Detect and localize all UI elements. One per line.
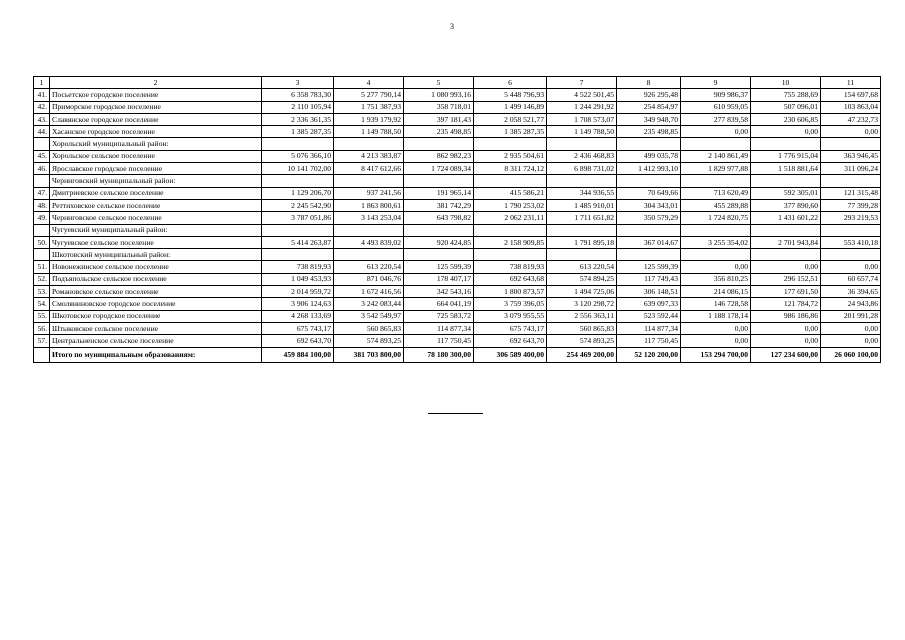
amount-col-10: 0,00 — [751, 322, 821, 334]
amount-col-8: 349 948,70 — [617, 113, 681, 125]
table-row — [34, 286, 881, 298]
row-index: 49. — [34, 212, 50, 224]
amount-col-8: 254 854,97 — [617, 101, 681, 113]
amount-col-6: 415 586,21 — [474, 187, 547, 199]
settlement-name: Подъяпольское сельское поселение — [50, 273, 262, 285]
amount-col-7: 1 708 573,07 — [547, 113, 617, 125]
column-header-1: 1 — [34, 77, 50, 89]
row-index: 41. — [34, 89, 50, 101]
settlement-name: Черниговское сельское поселение — [50, 212, 262, 224]
amount-col-3: 675 743,17 — [262, 322, 334, 334]
amount-col-4: 3 143 253,04 — [334, 212, 404, 224]
column-header-8: 8 — [617, 77, 681, 89]
empty-cell — [681, 224, 751, 236]
row-index: 55. — [34, 310, 50, 322]
row-index: 47. — [34, 187, 50, 199]
amount-col-10: 0,00 — [751, 335, 821, 347]
amount-col-8: 367 014,67 — [617, 236, 681, 248]
empty-cell — [547, 175, 617, 187]
budget-table — [33, 76, 881, 363]
amount-col-3: 1 385 287,35 — [262, 126, 334, 138]
amount-col-6: 3 079 955,55 — [474, 310, 547, 322]
amount-col-6: 1 385 287,35 — [474, 126, 547, 138]
settlement-name: Чугуевское сельское поселение — [50, 236, 262, 248]
section-title: Чугуевский муниципальный район: — [50, 224, 262, 236]
empty-cell — [262, 224, 334, 236]
empty-cell — [821, 138, 881, 150]
amount-col-5: 358 718,01 — [404, 101, 474, 113]
empty-cell — [404, 175, 474, 187]
amount-col-5: 114 877,34 — [404, 322, 474, 334]
table-row — [34, 199, 881, 211]
empty-cell — [547, 224, 617, 236]
table-header-row — [34, 77, 881, 89]
amount-col-4: 1 672 416,56 — [334, 286, 404, 298]
amount-col-11: 363 946,45 — [821, 150, 881, 162]
amount-col-10: 127 234 600,00 — [751, 347, 821, 362]
row-index: 54. — [34, 298, 50, 310]
column-header-2: 2 — [50, 77, 262, 89]
amount-col-9: 277 839,58 — [681, 113, 751, 125]
row-index: 50. — [34, 236, 50, 248]
empty-cell — [334, 224, 404, 236]
amount-col-9: 356 810,25 — [681, 273, 751, 285]
section-row — [34, 249, 881, 261]
amount-col-6: 2 058 521,77 — [474, 113, 547, 125]
amount-col-4: 574 893,25 — [334, 335, 404, 347]
amount-col-5: 397 181,43 — [404, 113, 474, 125]
amount-col-11: 154 697,68 — [821, 89, 881, 101]
table-row — [34, 126, 881, 138]
empty-cell — [474, 249, 547, 261]
empty-cell — [474, 175, 547, 187]
amount-col-3: 4 268 133,69 — [262, 310, 334, 322]
amount-col-11: 0,00 — [821, 322, 881, 334]
amount-col-9: 3 255 354,02 — [681, 236, 751, 248]
amount-col-8: 639 097,33 — [617, 298, 681, 310]
settlement-name: Центральненское сельское поселение — [50, 335, 262, 347]
amount-col-9: 146 728,58 — [681, 298, 751, 310]
empty-cell — [617, 249, 681, 261]
amount-col-9: 214 086,15 — [681, 286, 751, 298]
amount-col-9: 1 188 178,14 — [681, 310, 751, 322]
amount-col-5: 125 599,39 — [404, 261, 474, 273]
amount-col-10: 1 776 915,04 — [751, 150, 821, 162]
empty-cell — [681, 175, 751, 187]
amount-col-10: 592 305,01 — [751, 187, 821, 199]
amount-col-7: 6 898 731,02 — [547, 163, 617, 175]
amount-col-5: 235 498,85 — [404, 126, 474, 138]
table-row — [34, 261, 881, 273]
amount-col-3: 692 643,70 — [262, 335, 334, 347]
amount-col-6: 306 589 400,00 — [474, 347, 547, 362]
amount-col-5: 862 982,23 — [404, 150, 474, 162]
empty-cell — [547, 249, 617, 261]
column-header-3: 3 — [262, 77, 334, 89]
empty-cell — [474, 224, 547, 236]
amount-col-9: 0,00 — [681, 335, 751, 347]
row-index: 46. — [34, 163, 50, 175]
amount-col-3: 3 787 051,86 — [262, 212, 334, 224]
amount-col-8: 304 343,01 — [617, 199, 681, 211]
amount-col-11: 121 315,48 — [821, 187, 881, 199]
table-row — [34, 310, 881, 322]
section-title: Шкотовский муниципальный район: — [50, 249, 262, 261]
settlement-name: Славянское городское поселение — [50, 113, 262, 125]
amount-col-3: 10 141 702,00 — [262, 163, 334, 175]
amount-col-5: 1 080 993,16 — [404, 89, 474, 101]
amount-col-11: 0,00 — [821, 126, 881, 138]
row-index — [34, 224, 50, 236]
section-row — [34, 224, 881, 236]
amount-col-6: 2 935 504,61 — [474, 150, 547, 162]
amount-col-5: 342 543,16 — [404, 286, 474, 298]
amount-col-4: 1 751 387,93 — [334, 101, 404, 113]
amount-col-6: 675 743,17 — [474, 322, 547, 334]
amount-col-11: 201 991,28 — [821, 310, 881, 322]
amount-col-3: 5 076 366,10 — [262, 150, 334, 162]
total-row — [34, 347, 881, 362]
empty-cell — [404, 138, 474, 150]
amount-col-11: 26 060 100,00 — [821, 347, 881, 362]
amount-col-7: 1 149 788,50 — [547, 126, 617, 138]
amount-col-5: 1 724 089,34 — [404, 163, 474, 175]
empty-cell — [821, 249, 881, 261]
row-index: 44. — [34, 126, 50, 138]
amount-col-10: 377 890,60 — [751, 199, 821, 211]
amount-col-10: 507 096,01 — [751, 101, 821, 113]
amount-col-6: 2 158 909,85 — [474, 236, 547, 248]
amount-col-6: 8 311 724,12 — [474, 163, 547, 175]
amount-col-5: 381 742,29 — [404, 199, 474, 211]
amount-col-8: 117 750,45 — [617, 335, 681, 347]
section-title: Черниговский муниципальный район: — [50, 175, 262, 187]
amount-col-4: 8 417 612,66 — [334, 163, 404, 175]
amount-col-4: 871 046,76 — [334, 273, 404, 285]
amount-col-8: 926 295,48 — [617, 89, 681, 101]
empty-cell — [751, 175, 821, 187]
amount-col-6: 1 800 873,57 — [474, 286, 547, 298]
table-row — [34, 113, 881, 125]
amount-col-10: 986 186,86 — [751, 310, 821, 322]
amount-col-11: 60 657,74 — [821, 273, 881, 285]
amount-col-9: 1 724 820,75 — [681, 212, 751, 224]
amount-col-5: 664 041,19 — [404, 298, 474, 310]
amount-col-7: 2 556 363,11 — [547, 310, 617, 322]
amount-col-9: 909 986,37 — [681, 89, 751, 101]
amount-col-7: 1 494 725,06 — [547, 286, 617, 298]
amount-col-9: 0,00 — [681, 126, 751, 138]
amount-col-11: 103 863,04 — [821, 101, 881, 113]
row-index — [34, 138, 50, 150]
amount-col-6: 692 643,70 — [474, 335, 547, 347]
amount-col-5: 643 798,82 — [404, 212, 474, 224]
table-row — [34, 163, 881, 175]
amount-col-7: 574 893,25 — [547, 335, 617, 347]
row-index — [34, 347, 50, 362]
amount-col-7: 2 436 468,83 — [547, 150, 617, 162]
amount-col-10: 177 691,50 — [751, 286, 821, 298]
amount-col-6: 738 819,93 — [474, 261, 547, 273]
row-index — [34, 249, 50, 261]
amount-col-4: 613 220,54 — [334, 261, 404, 273]
amount-col-3: 3 906 124,63 — [262, 298, 334, 310]
column-header-11: 11 — [821, 77, 881, 89]
row-index: 51. — [34, 261, 50, 273]
empty-cell — [617, 224, 681, 236]
amount-col-8: 52 120 200,00 — [617, 347, 681, 362]
settlement-name: Приморское городское поселение — [50, 101, 262, 113]
empty-cell — [404, 249, 474, 261]
settlement-name: Посьетское городское поселение — [50, 89, 262, 101]
column-header-7: 7 — [547, 77, 617, 89]
empty-cell — [404, 224, 474, 236]
empty-cell — [262, 138, 334, 150]
amount-col-5: 78 180 300,00 — [404, 347, 474, 362]
amount-col-6: 3 759 396,05 — [474, 298, 547, 310]
amount-col-7: 1 791 895,18 — [547, 236, 617, 248]
column-header-5: 5 — [404, 77, 474, 89]
row-index — [34, 175, 50, 187]
empty-cell — [262, 175, 334, 187]
amount-col-11: 24 943,86 — [821, 298, 881, 310]
amount-col-3: 2 014 959,72 — [262, 286, 334, 298]
empty-cell — [681, 249, 751, 261]
amount-col-11: 293 219,53 — [821, 212, 881, 224]
settlement-name: Хорольское сельское поселение — [50, 150, 262, 162]
empty-cell — [681, 138, 751, 150]
amount-col-5: 191 965,14 — [404, 187, 474, 199]
settlement-name: Дмитриевское сельское поселение — [50, 187, 262, 199]
row-index: 43. — [34, 113, 50, 125]
settlement-name: Смоляниновское городское поселение — [50, 298, 262, 310]
amount-col-4: 381 703 800,00 — [334, 347, 404, 362]
amount-col-4: 560 865,83 — [334, 322, 404, 334]
row-index: 48. — [34, 199, 50, 211]
column-header-4: 4 — [334, 77, 404, 89]
amount-col-8: 235 498,85 — [617, 126, 681, 138]
empty-cell — [334, 138, 404, 150]
section-row — [34, 138, 881, 150]
amount-col-10: 2 701 943,84 — [751, 236, 821, 248]
table-row — [34, 212, 881, 224]
amount-col-10: 0,00 — [751, 261, 821, 273]
settlement-name: Шкотовское городское поселение — [50, 310, 262, 322]
row-index: 45. — [34, 150, 50, 162]
settlement-name: Итого по муниципальным образованиям: — [50, 347, 262, 362]
separator-line — [428, 413, 483, 414]
amount-col-7: 613 220,54 — [547, 261, 617, 273]
amount-col-7: 574 894,25 — [547, 273, 617, 285]
amount-col-3: 1 049 453,93 — [262, 273, 334, 285]
table-row — [34, 273, 881, 285]
amount-col-11: 311 096,24 — [821, 163, 881, 175]
amount-col-7: 1 485 910,01 — [547, 199, 617, 211]
amount-col-3: 2 110 105,94 — [262, 101, 334, 113]
amount-col-11: 553 410,18 — [821, 236, 881, 248]
amount-col-7: 254 469 200,00 — [547, 347, 617, 362]
empty-cell — [821, 224, 881, 236]
amount-col-11: 0,00 — [821, 261, 881, 273]
column-header-9: 9 — [681, 77, 751, 89]
empty-cell — [617, 175, 681, 187]
column-header-10: 10 — [751, 77, 821, 89]
amount-col-9: 0,00 — [681, 261, 751, 273]
row-index: 57. — [34, 335, 50, 347]
amount-col-7: 4 522 501,45 — [547, 89, 617, 101]
settlement-name: Новонежинское сельское поселение — [50, 261, 262, 273]
amount-col-3: 2 245 542,90 — [262, 199, 334, 211]
amount-col-10: 296 152,51 — [751, 273, 821, 285]
table-row — [34, 298, 881, 310]
amount-col-11: 47 232,73 — [821, 113, 881, 125]
amount-col-8: 350 579,29 — [617, 212, 681, 224]
amount-col-3: 6 358 783,30 — [262, 89, 334, 101]
amount-col-4: 4 493 839,02 — [334, 236, 404, 248]
row-index: 52. — [34, 273, 50, 285]
amount-col-6: 1 499 146,89 — [474, 101, 547, 113]
empty-cell — [751, 224, 821, 236]
amount-col-3: 1 129 206,70 — [262, 187, 334, 199]
settlement-name: Романовское сельское поселение — [50, 286, 262, 298]
section-row — [34, 175, 881, 187]
amount-col-8: 70 649,66 — [617, 187, 681, 199]
amount-col-9: 0,00 — [681, 322, 751, 334]
amount-col-8: 523 592,44 — [617, 310, 681, 322]
amount-col-7: 1 711 651,82 — [547, 212, 617, 224]
amount-col-10: 1 518 881,64 — [751, 163, 821, 175]
amount-col-11: 77 399,28 — [821, 199, 881, 211]
amount-col-8: 117 749,43 — [617, 273, 681, 285]
amount-col-8: 114 877,34 — [617, 322, 681, 334]
table-row — [34, 322, 881, 334]
amount-col-5: 920 424,85 — [404, 236, 474, 248]
amount-col-10: 755 288,69 — [751, 89, 821, 101]
amount-col-11: 0,00 — [821, 335, 881, 347]
amount-col-7: 3 120 298,72 — [547, 298, 617, 310]
amount-col-6: 1 790 253,02 — [474, 199, 547, 211]
table-row — [34, 335, 881, 347]
settlement-name: Реттиховское сельское поселение — [50, 199, 262, 211]
amount-col-7: 560 865,83 — [547, 322, 617, 334]
section-title: Хорольский муниципальный район: — [50, 138, 262, 150]
amount-col-10: 0,00 — [751, 126, 821, 138]
empty-cell — [474, 138, 547, 150]
amount-col-8: 306 148,51 — [617, 286, 681, 298]
amount-col-4: 1 149 788,50 — [334, 126, 404, 138]
amount-col-9: 610 959,05 — [681, 101, 751, 113]
amount-col-7: 344 936,55 — [547, 187, 617, 199]
settlement-name: Ярославское городское поселение — [50, 163, 262, 175]
amount-col-6: 692 643,68 — [474, 273, 547, 285]
amount-col-5: 117 750,45 — [404, 335, 474, 347]
amount-col-9: 2 140 861,49 — [681, 150, 751, 162]
amount-col-3: 459 884 100,00 — [262, 347, 334, 362]
amount-col-6: 5 448 796,93 — [474, 89, 547, 101]
amount-col-11: 36 394,65 — [821, 286, 881, 298]
amount-col-4: 4 213 383,87 — [334, 150, 404, 162]
empty-cell — [617, 138, 681, 150]
settlement-name: Хасанское городское поселение — [50, 126, 262, 138]
amount-col-3: 2 336 361,35 — [262, 113, 334, 125]
amount-col-9: 1 829 977,88 — [681, 163, 751, 175]
page-number: 3 — [450, 22, 454, 31]
column-header-6: 6 — [474, 77, 547, 89]
amount-col-7: 1 244 291,92 — [547, 101, 617, 113]
empty-cell — [751, 138, 821, 150]
empty-cell — [334, 175, 404, 187]
empty-cell — [334, 249, 404, 261]
amount-col-4: 5 277 790,14 — [334, 89, 404, 101]
amount-col-5: 178 407,17 — [404, 273, 474, 285]
amount-col-4: 1 939 179,92 — [334, 113, 404, 125]
empty-cell — [262, 249, 334, 261]
amount-col-10: 230 606,85 — [751, 113, 821, 125]
amount-col-9: 713 620,49 — [681, 187, 751, 199]
empty-cell — [547, 138, 617, 150]
amount-col-4: 1 863 800,61 — [334, 199, 404, 211]
empty-cell — [821, 175, 881, 187]
amount-col-3: 738 819,93 — [262, 261, 334, 273]
row-index: 42. — [34, 101, 50, 113]
amount-col-8: 1 412 993,10 — [617, 163, 681, 175]
amount-col-6: 2 062 231,11 — [474, 212, 547, 224]
amount-col-3: 5 414 263,87 — [262, 236, 334, 248]
amount-col-4: 937 241,56 — [334, 187, 404, 199]
row-index: 56. — [34, 322, 50, 334]
amount-col-4: 3 542 549,97 — [334, 310, 404, 322]
amount-col-8: 499 035,78 — [617, 150, 681, 162]
table-row — [34, 150, 881, 162]
amount-col-4: 3 242 083,44 — [334, 298, 404, 310]
row-index: 53. — [34, 286, 50, 298]
amount-col-10: 121 784,72 — [751, 298, 821, 310]
table-row — [34, 187, 881, 199]
amount-col-8: 125 599,39 — [617, 261, 681, 273]
amount-col-5: 725 583,72 — [404, 310, 474, 322]
table-row — [34, 236, 881, 248]
empty-cell — [751, 249, 821, 261]
table-row — [34, 89, 881, 101]
amount-col-9: 153 294 700,00 — [681, 347, 751, 362]
amount-col-10: 1 431 601,22 — [751, 212, 821, 224]
amount-col-9: 455 289,88 — [681, 199, 751, 211]
settlement-name: Штыковское сельское поселение — [50, 322, 262, 334]
table-row — [34, 101, 881, 113]
